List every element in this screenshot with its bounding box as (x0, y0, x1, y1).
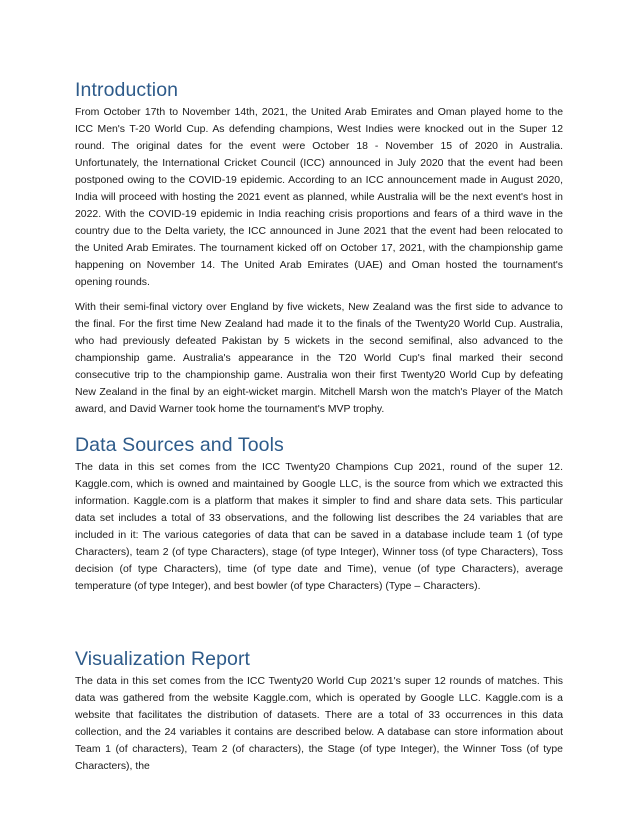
introduction-section (75, 78, 563, 418)
data-sources-heading: Data Sources and Tools (75, 434, 284, 456)
data-sources-section (75, 433, 563, 595)
data-sources-paragraph: The data in this set comes from the ICC Twenty20 Champions Cup 2021, round of the super 12. Kaggle.com, which is owned and maintained by Google LLC, is the source from which we extracted this information. Kaggle.com is a platform that makes it simpler to find and share data sets. This particular data set includes a total of 33 observations, and the following list describes the 24 variables that are included in it: The various categories of data that can be saved in a database include team 1 (of type Characters), team 2 (of type Characters), stage (of type Integer), Winner toss (of type Characters), Toss decision (of type Characters), time (of type date and Time), venue (of type Characters), average temperature (of type Integer), and best bowler (of type Characters) (Type – Characters). (75, 462, 563, 592)
introduction-paragraph-1: From October 17th to November 14th, 2021, the United Arab Emirates and Oman played home to the ICC Men's T-20 World Cup. As defending champions, West Indies were knocked out in the Super 12 round. The original dates for the event were October 18 - November 15 of 2020 in Australia. Unfortunately, the International Cricket Council (ICC) announced in July 2020 that the event had been postponed owing to the COVID-19 epidemic. According to an ICC announcement made in August 2020, India will proceed with hosting the 2021 event as planned, while Australia will be the next event's host in 2022. With the COVID-19 epidemic in India reaching crisis proportions and fears of a third wave in the country due to the Delta variety, the ICC announced in June 2021 that the event had been relocated to the United Arab Emirates. The tournament kicked off on October 17, 2021, with the championship game happening on November 14. The United Arab Emirates (UAE) and Oman hosted the tournament's opening rounds. (75, 107, 563, 288)
visualization-report-heading: Visualization Report (75, 648, 251, 670)
introduction-heading: Introduction (75, 79, 179, 101)
visualization-report-paragraph: The data in this set comes from the ICC Twenty20 World Cup 2021's super 12 rounds of matches. This data was gathered from the website Kaggle.com, which is operated by Google LLC. Kaggle.com is a website that facilitates the distribution of datasets. There are a total of 33 occurrences in this data collection, and the 24 variables it contains are described below. A database can store information about Team 1 (of characters), Team 2 (of characters), the Stage (of type Integer), the Winner Toss (of type Characters), the (75, 676, 563, 772)
introduction-paragraph-2: With their semi-final victory over England by five wickets, New Zealand was the first side to advance to the final. For the first time New Zealand had made it to the finals of the Twenty20 World Cup. Australia, who had previously defeated Pakistan by 5 wickets in the second semifinal, also advanced to the championship game. Australia's appearance in the T20 World Cup's final marked their second consecutive trip to the championship game. Australia won their first Twenty20 World Cup by defeating New Zealand in the final by an eight-wicket margin. Mitchell Marsh won the match's Player of the Match award, and David Warner took home the tournament's MVP trophy. (75, 302, 563, 415)
visualization-report-section (75, 647, 563, 775)
